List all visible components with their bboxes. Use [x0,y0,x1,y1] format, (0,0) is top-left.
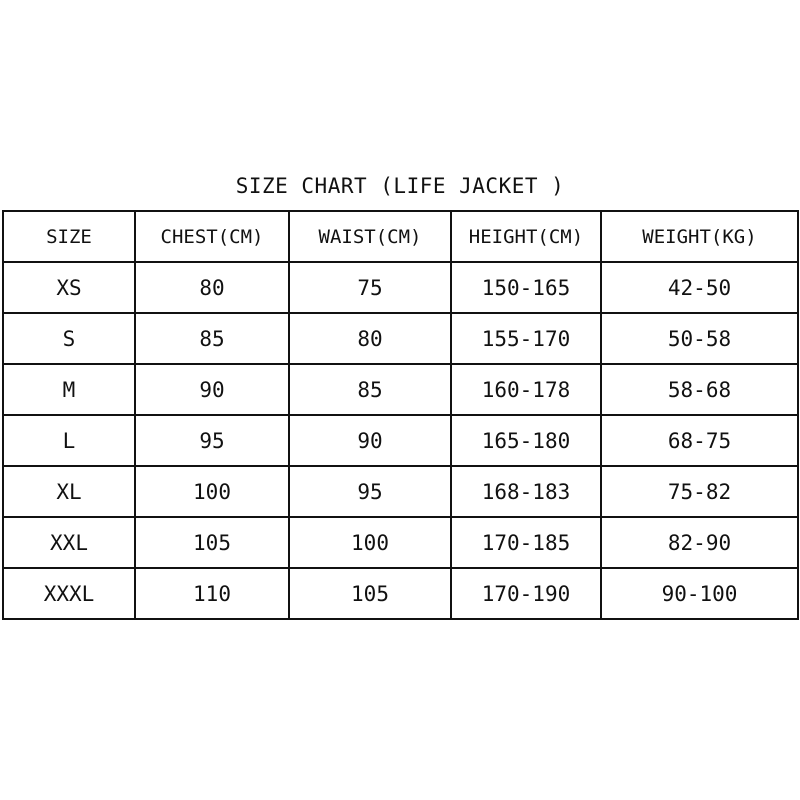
table-row [3,517,798,568]
chest-cell: 95 [135,415,289,466]
height-cell: 165-180 [451,415,601,466]
height-cell: 155-170 [451,313,601,364]
size-table [2,210,799,620]
height-cell: 170-185 [451,517,601,568]
chest-cell: 105 [135,517,289,568]
height-cell: 170-190 [451,568,601,619]
table-row [3,415,798,466]
weight-cell: 58-68 [601,364,798,415]
header-waist: WAIST(CM) [289,211,451,262]
waist-cell: 95 [289,466,451,517]
waist-cell: 75 [289,262,451,313]
waist-cell: 90 [289,415,451,466]
chest-cell: 85 [135,313,289,364]
height-cell: 150-165 [451,262,601,313]
chest-cell: 110 [135,568,289,619]
header-row [3,211,798,262]
height-cell: 168-183 [451,466,601,517]
weight-cell: 90-100 [601,568,798,619]
table-row [3,568,798,619]
chart-title: SIZE CHART (LIFE JACKET ) [235,174,565,198]
weight-cell: 82-90 [601,517,798,568]
chest-cell: 90 [135,364,289,415]
table-row [3,262,798,313]
header-size: SIZE [3,211,135,262]
table-row [3,466,798,517]
header-weight: WEIGHT(KG) [601,211,798,262]
weight-cell: 75-82 [601,466,798,517]
weight-cell: 50-58 [601,313,798,364]
chest-cell: 80 [135,262,289,313]
waist-cell: 105 [289,568,451,619]
header-height: HEIGHT(CM) [451,211,601,262]
size-cell: M [3,364,135,415]
table-row [3,313,798,364]
size-cell: XL [3,466,135,517]
size-cell: XXL [3,517,135,568]
height-cell: 160-178 [451,364,601,415]
size-cell: XS [3,262,135,313]
size-cell: L [3,415,135,466]
waist-cell: 80 [289,313,451,364]
size-cell: XXXL [3,568,135,619]
header-chest: CHEST(CM) [135,211,289,262]
weight-cell: 42-50 [601,262,798,313]
waist-cell: 85 [289,364,451,415]
size-cell: S [3,313,135,364]
waist-cell: 100 [289,517,451,568]
table-row [3,364,798,415]
weight-cell: 68-75 [601,415,798,466]
chest-cell: 100 [135,466,289,517]
